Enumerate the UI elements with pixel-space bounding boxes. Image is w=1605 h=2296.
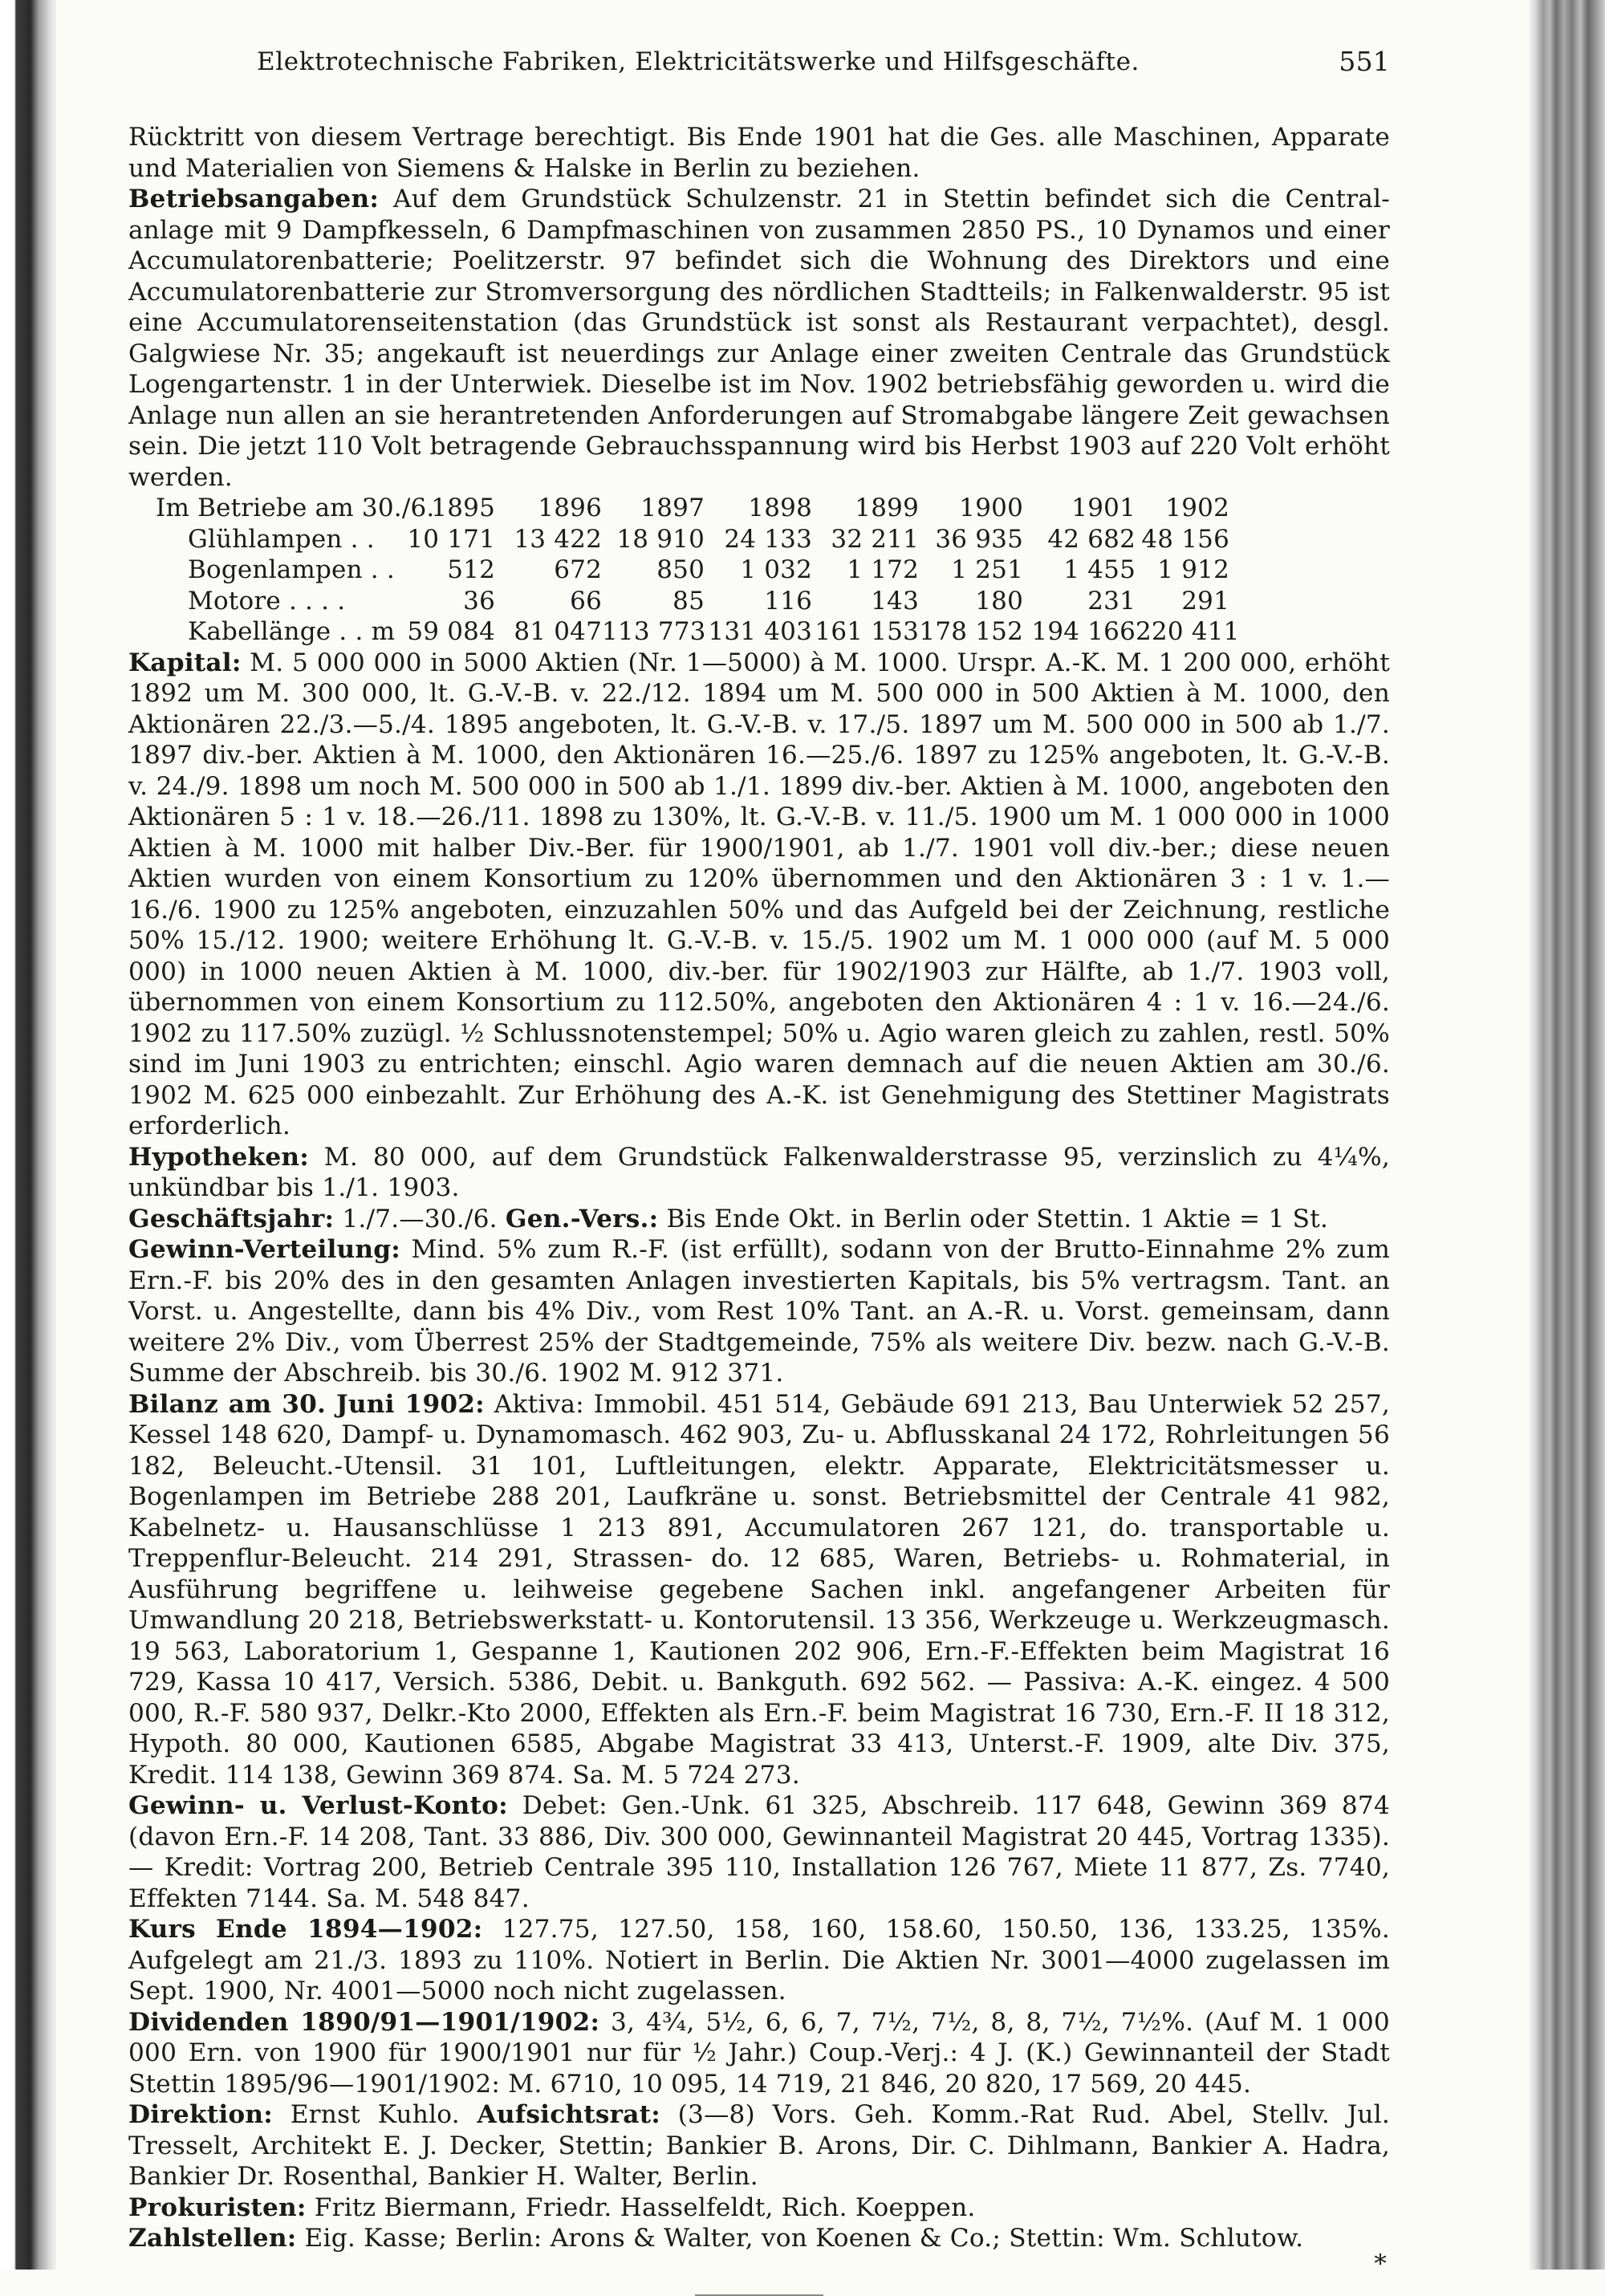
table-cell: 850 bbox=[656, 555, 705, 584]
table-cell: 66 bbox=[570, 586, 602, 616]
year-cell: 1902 bbox=[1165, 494, 1229, 522]
section-text: 1./7.—30./6. bbox=[334, 1204, 506, 1233]
table-cell: 178 152 bbox=[919, 617, 1023, 646]
section-label: Kurs Ende 1894—1902: bbox=[128, 1915, 483, 1944]
year-cell: 1896 bbox=[538, 494, 602, 522]
table-cell: 194 166 bbox=[1031, 617, 1136, 646]
section-text: Ernst Kuhlo. bbox=[273, 2100, 477, 2129]
table-cell: 131 403 bbox=[708, 617, 812, 646]
year-cell: 1897 bbox=[640, 494, 705, 522]
table-cell: 42 682 bbox=[1047, 524, 1136, 554]
table-cell: 220 411 bbox=[1136, 617, 1240, 646]
section-text: Eig. Kasse; Berlin: Arons & Walter, von Koenen & Co.; Stettin: Wm. Schlutow. bbox=[296, 2224, 1304, 2253]
section-text: Auf dem Grundstück Schulzenstr. 21 in Stettin befindet sich die Central-anlage mit 9 Dampfkesseln, 6 Dampfmaschinen von zusammen 2850 PS., 10 Dynamos und einer Accumulatorenbatterie; Poelitzerstr. 97 befindet sich die Wohnung des Direktors und eine Accumulatorenbatterie zur Stromversorgung des nördlichen Stadtteils; in Falkenwalderstr. 95 ist eine Accumulatorenseitenstation (das Grundstück ist sonst als Restaurant verpachtet), desgl. Galgwiese Nr. 35; angekauft ist neuerdings zur Anlage einer zweiten Centrale das Grundstück Logengartenstr. 1 in der Unterwiek. Dieselbe ist im Nov. 1902 betriebsfähig geworden u. wird die Anlage nun allen an sie herantretenden Anforderungen auf Stromabgabe längere Zeit gewachsen sein. Die jetzt 110 Volt betragende Gebrauchsspannung wird bis Herbst 1903 auf 220 Volt erhöht werden. bbox=[128, 185, 1390, 492]
table-cell: 48 156 bbox=[1141, 524, 1229, 554]
signature-mark: * bbox=[1374, 2249, 1387, 2278]
table-cell: 672 bbox=[554, 555, 602, 584]
table-cell: 116 bbox=[764, 586, 812, 616]
section-gewinn-verlust bbox=[128, 1790, 1390, 1914]
row-label: Bogenlampen . . bbox=[188, 555, 395, 584]
section-label: Betriebsangaben: bbox=[128, 185, 380, 213]
table-cell: 1 032 bbox=[740, 555, 812, 584]
end-rule bbox=[695, 2294, 823, 2296]
table-cell: 81 047 bbox=[514, 617, 602, 646]
statistics-header-label: Im Betriebe am 30./6. bbox=[156, 494, 435, 522]
table-cell: 231 bbox=[1087, 586, 1136, 616]
section-text: 3, 4¾, 5½, 6, 6, 7, 7½, 7½, 8, 8, 7½, 7½%. (Auf M. 1 000 000 Ern. von 1900 für 1900/1901 nur für ½ Jahr.) Coup.-Verj.: 4 J. (K.) Gewinnanteil der Stadt Stettin 1895/96—1901/1902: M. 6710, 10 095, 14 719, 21 846, 20 820, 17 569, 20 445. bbox=[128, 2007, 1390, 2099]
row-label: Motore . . . . bbox=[188, 586, 346, 616]
section-label: Gewinn- u. Verlust-Konto: bbox=[128, 1791, 508, 1820]
running-head bbox=[128, 47, 1390, 82]
year-cell: 1901 bbox=[1071, 494, 1136, 522]
section-label: Geschäftsjahr: bbox=[128, 1204, 335, 1233]
section-kurs bbox=[128, 1914, 1390, 2007]
section-label: Zahlstellen: bbox=[128, 2224, 297, 2253]
section-text: Fritz Biermann, Friedr. Hasselfeldt, Rich. Koeppen. bbox=[306, 2192, 976, 2222]
table-cell: 13 422 bbox=[514, 524, 602, 554]
section-label: Direktion: bbox=[128, 2100, 274, 2129]
section-label: Hypotheken: bbox=[128, 1142, 309, 1172]
section-kapital bbox=[128, 648, 1390, 1142]
section-direktion bbox=[128, 2099, 1390, 2192]
section-bilanz bbox=[128, 1389, 1390, 1791]
table-cell: 180 bbox=[975, 586, 1023, 616]
table-cell: 143 bbox=[871, 586, 919, 616]
section-label: Kapital: bbox=[128, 648, 242, 677]
scan-right-edge bbox=[1529, 0, 1605, 2270]
section-prokuristen bbox=[128, 2192, 1390, 2224]
section-betriebsangaben bbox=[128, 184, 1390, 493]
page-body bbox=[128, 47, 1390, 2296]
section-hypotheken bbox=[128, 1142, 1390, 1204]
year-cell: 1899 bbox=[855, 494, 919, 522]
section-dividenden bbox=[128, 2007, 1390, 2100]
section-text: (3—8) Vors. Geh. Komm.-Rat Rud. Abel, Stellv. Jul. Tresselt, Architekt E. J. Decker, Stettin; Bankier B. Arons, Dir. C. Dihlmann, Bankier A. Hadra, Bankier Dr. Rosenthal, Bankier H. Walter, Berlin. bbox=[128, 2100, 1390, 2191]
table-cell: 1 251 bbox=[951, 555, 1023, 584]
year-cell: 1900 bbox=[959, 494, 1023, 522]
section-text: 127.75, 127.50, 158, 160, 158.60, 150.50, 136, 133.25, 135%. Aufgelegt am 21./3. 1893 zu 110%. Notiert in Berlin. Die Aktien Nr. 3001—4000 zugelassen im Sept. 1900, Nr. 4001—5000 noch nicht zugelassen. bbox=[128, 1915, 1390, 2005]
section-geschaeftsjahr bbox=[128, 1204, 1390, 1235]
table-cell: 1 455 bbox=[1063, 555, 1136, 584]
section-text: M. 80 000, auf dem Grundstück Falkenwalderstrasse 95, verzinslich zu 4¼%, unkündbar bis 1./1. 1903. bbox=[128, 1142, 1390, 1202]
row-label: Kabellänge . . m bbox=[188, 617, 396, 646]
section-gewinn-verteilung bbox=[128, 1234, 1390, 1389]
table-cell: 1 172 bbox=[847, 555, 919, 584]
year-cell: 1898 bbox=[748, 494, 812, 522]
scan-left-edge bbox=[0, 0, 56, 2270]
section-text: Mind. 5% zum R.-F. (ist erfüllt), sodann von der Brutto-Einnahme 2% zum Ern.-F. bis 20% des in den gesamten Anlagen investierten Kapitals, bis 5% vertragsm. Tant. an Vorst. u. Angestellte, dann bis 4% Div., vom Rest 10% Tant. an A.-R. u. Vorst. gemeinsam, dann weitere 2% Div., vom Überrest 25% der Stadtgemeinde, 75% als weitere Div. bezw. nach G.-V.-B. Summe der Abschreib. bis 30./6. 1902 M. 912 371. bbox=[128, 1235, 1390, 1388]
page-number: 551 bbox=[1339, 46, 1390, 77]
row-label: Glühlampen . . bbox=[188, 524, 375, 554]
table-cell: 10 171 bbox=[407, 524, 495, 554]
table-cell: 1 912 bbox=[1157, 555, 1229, 584]
section-text: Debet: Gen.-Unk. 61 325, Abschreib. 117 648, Gewinn 369 874 (davon Ern.-F. 14 208, Tant. 33 886, Div. 300 000, Gewinnanteil Magistrat 20 445, Vortrag 1335). — Kredit: Vortrag 200, Betrieb Centrale 395 110, Installation 126 767, Miete 11 877, Zs. 7740, Effekten 7144. Sa. M. 548 847. bbox=[128, 1791, 1390, 1913]
section-label: Gen.-Vers.: bbox=[505, 1204, 659, 1233]
table-cell: 32 211 bbox=[831, 524, 919, 554]
table-cell: 291 bbox=[1181, 586, 1229, 616]
table-cell: 24 133 bbox=[724, 524, 812, 554]
table-cell: 113 773 bbox=[602, 617, 706, 646]
year-cell: 1895 bbox=[431, 494, 495, 522]
section-zahlstellen bbox=[128, 2223, 1390, 2254]
section-text: Aktiva: Immobil. 451 514, Gebäude 691 213, Bau Unterwiek 52 257, Kessel 148 620, Dampf- u. Dynamomasch. 462 903, Zu- u. Abflusskanal 24 172, Rohrleitungen 56 182, Beleucht.-Utensil. 31 101, Luftleitungen, elektr. Apparate, Elektricitätsmesser u. Bogenlampen im Betriebe 288 201, Laufkräne u. sonst. Betriebsmittel der Centrale 41 982, Kabelnetz- u. Hausanschlüsse 1 213 891, Accumulatoren 267 121, do. transportable u. Treppenflur-Beleucht. 214 291, Strassen- do. 12 685, Waren, Betriebs- u. Rohmaterial, in Ausführung begriffene u. leihweise gegebene Sachen inkl. angefangener Arbeiten für Umwandlung 20 218, Betriebswerkstatt- u. Kontorutensil. 13 356, Werkzeuge u. Werkzeugmasch. 19 563, Laboratorium 1, Gespanne 1, Kautionen 202 906, Ern.-F.-Effekten beim Magistrat 16 729, Kassa 10 417, Versich. 5386, Debit. u. Bankguth. 692 562. — Passiva: A.-K. eingez. 4 500 000, R.-F. 580 937, Delkr.-Kto 2000, Effekten als Ern.-F. beim Magistrat 16 730, Ern.-F. II 18 312, Hypoth. 80 000, Kautionen 6585, Abgabe Magistrat 33 413, Unterst.-F. 1909, alte Div. 375, Kredit. 114 138, Gewinn 369 874. Sa. M. 5 724 273. bbox=[128, 1389, 1390, 1790]
statistics-table bbox=[156, 493, 1390, 648]
section-label: Prokuristen: bbox=[128, 2192, 307, 2222]
section-text: Bis Ende Okt. in Berlin oder Stettin. 1 Aktie = 1 St. bbox=[658, 1204, 1329, 1233]
table-cell: 18 910 bbox=[616, 524, 705, 554]
table-cell: 85 bbox=[672, 586, 705, 616]
table-cell: 512 bbox=[447, 555, 495, 584]
table-cell: 59 084 bbox=[407, 617, 495, 646]
section-label: Bilanz am 30. Juni 1902: bbox=[128, 1389, 485, 1419]
section-label: Aufsichtsrat: bbox=[477, 2100, 660, 2129]
intro-paragraph: Rücktritt von diesem Vertrage berechtigt. Bis Ende 1901 hat die Ges. alle Maschinen, Apparate und Materialien von Siemens & Halske in Berlin zu beziehen. bbox=[128, 123, 1390, 183]
table-cell: 161 153 bbox=[815, 617, 919, 646]
table-cell: 36 935 bbox=[935, 524, 1023, 554]
section-text: M. 5 000 000 in 5000 Aktien (Nr. 1—5000) à M. 1000. Urspr. A.-K. M. 1 200 000, erhöht 1892 um M. 300 000, lt. G.-V.-B. v. 22./12. 1894 um M. 500 000 in 500 Aktien à M. 1000, den Aktionären 22./3.—5./4. 1895 angeboten, lt. G.-V.-B. v. 17./5. 1897 um M. 500 000 in 500 ab 1./7. 1897 div.-ber. Aktien à M. 1000, den Aktionären 16.—25./6. 1897 zu 125% angeboten, lt. G.-V.-B. v. 24./9. 1898 um noch M. 500 000 in 500 ab 1./1. 1899 div.-ber. Aktien à M. 1000, angeboten den Aktionären 5 : 1 v. 18.—26./11. 1898 zu 130%, lt. G.-V.-B. v. 11./5. 1900 um M. 1 000 000 in 1000 Aktien à M. 1000 mit halber Div.-Ber. für 1900/1901, ab 1./7. 1901 voll div.-ber.; diese neuen Aktien wurden von einem Konsortium zu 120% übernommen und den Aktionären 3 : 1 v. 1.—16./6. 1900 zu 125% angeboten, einzuzahlen 50% und das Aufgeld bei der Zeichnung, restliche 50% 15./12. 1900; weitere Erhöhung lt. G.-V.-B. v. 15./5. 1902 um M. 1 000 000 (auf M. 5 000 000) in 1000 neuen Aktien à M. 1000, div.-ber. für 1902/1903 zur Hälfte, ab 1./7. 1903 voll, übernommen von einem Konsortium zu 112.50%, angeboten den Aktionären 4 : 1 v. 16.—24./6. 1902 zu 117.50% zuzügl. ½ Schlussnotenstempel; 50% u. Agio waren gleich zu zahlen, restl. 50% sind im Juni 1903 zu entrichten; einschl. Agio waren demnach auf die neuen Aktien am 30./6. 1902 M. 625 000 einbezahlt. Zur Erhöhung des A.-K. ist Genehmigung des Stettiner Magistrats erforderlich. bbox=[128, 648, 1390, 1140]
section-label: Gewinn-Verteilung: bbox=[128, 1235, 401, 1264]
table-cell: 36 bbox=[463, 586, 495, 616]
running-head-title: Elektrotechnische Fabriken, Elektricitätswerke und Hilfsgeschäfte. bbox=[257, 47, 1140, 76]
section-label: Dividenden 1890/91—1901/1902: bbox=[128, 2007, 600, 2037]
